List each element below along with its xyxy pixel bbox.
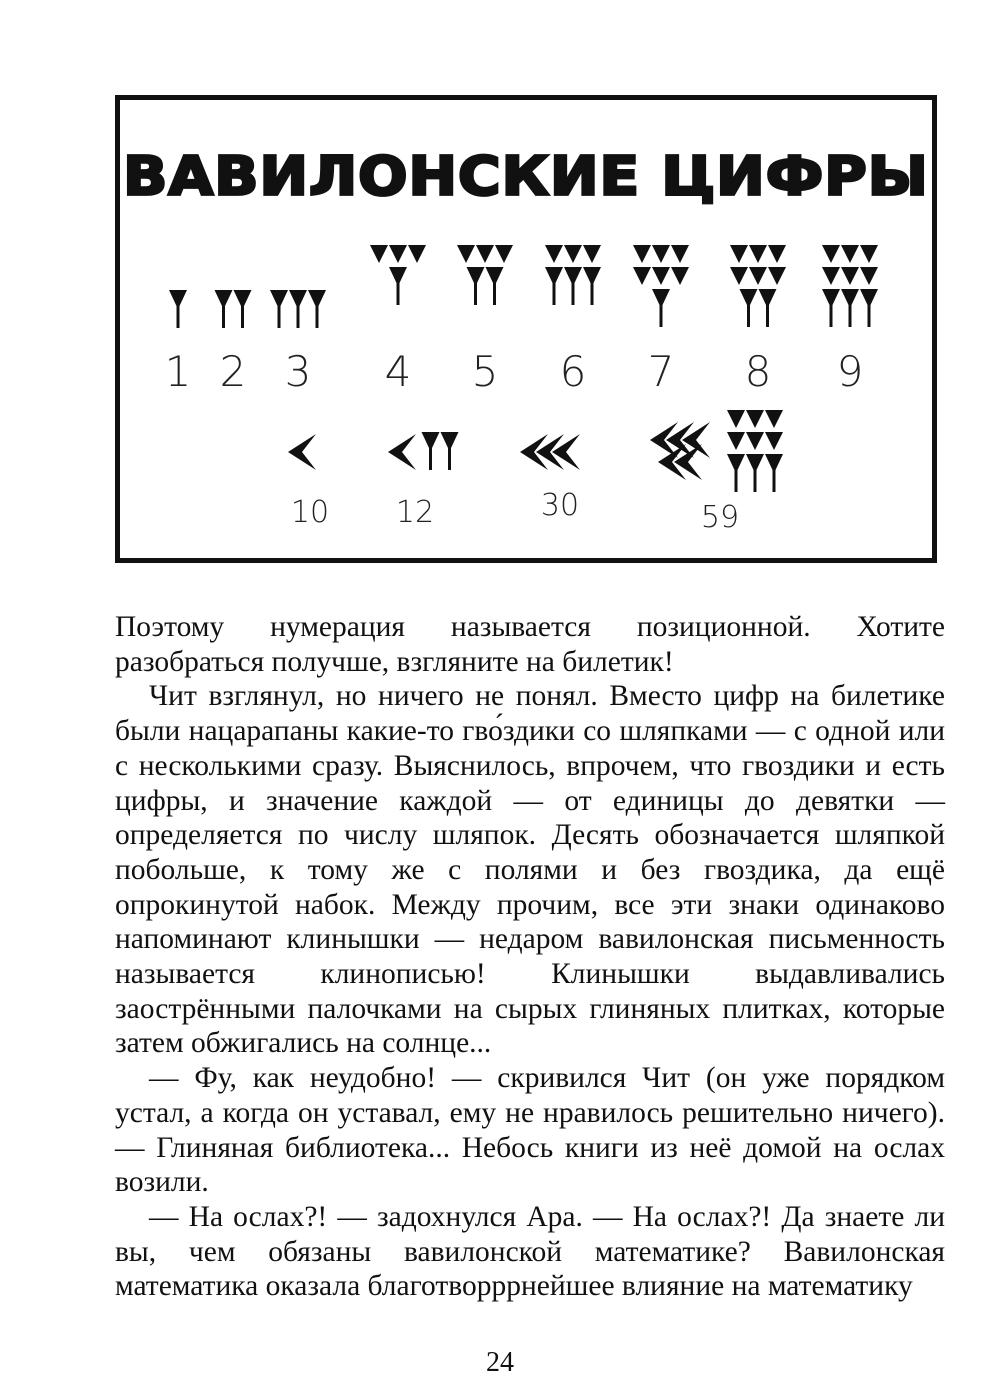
label-1: 1 [164, 347, 192, 396]
babylonian-numerals-figure [115, 95, 937, 563]
wedge-unit [746, 432, 764, 450]
body-text [115, 610, 945, 1304]
wedge-unit [583, 267, 601, 305]
wedge-unit [860, 245, 878, 263]
wedge-unit [234, 290, 252, 328]
numeral-4 [370, 245, 426, 305]
wedge-unit [486, 267, 504, 305]
wedge-unit [822, 289, 840, 327]
wedge-unit [841, 245, 859, 263]
numeral-10 [288, 434, 316, 470]
label-3: 3 [284, 347, 312, 396]
paragraph-2: Чит взглянул, но ничего не понял. Вместо цифр на билетике были нацарапаны какие-то гво́здики со шляпками — с одной или с несколькими сразу. Выяснилось, впрочем, что гвоздики и есть цифры, и значение каждой — от единицы до девятки — определяется по числу шляпок. Десять обозначается шляпкой побольше, к тому же с полями и без гвоздика, да ещё опрокинутой набок. Между прочим, все эти знаки одинаково напоминают клинышки — недаром вавилонская письменность называется клинописью! Клинышки выдавливались заострёнными палочками на сырых глиняных плитках, которые затем обжигались на солнце... [115, 680, 945, 1060]
wedge-unit [765, 432, 783, 450]
wedge-unit [746, 454, 764, 492]
wedge-unit [441, 432, 459, 470]
wedge-unit [730, 245, 748, 263]
label-4: 4 [384, 347, 412, 396]
wedge-unit [768, 245, 786, 263]
wedge-unit [476, 245, 494, 263]
label-59: 59 [700, 500, 740, 535]
wedge-unit [841, 289, 859, 327]
label-30: 30 [540, 488, 580, 523]
wedge-unit [768, 267, 786, 285]
wedge-unit [422, 432, 440, 470]
wedge-unit [564, 245, 582, 263]
numeral-30 [520, 434, 580, 470]
wedge-unit [860, 267, 878, 285]
wedge-unit [765, 410, 783, 428]
label-7: 7 [647, 347, 675, 396]
wedge-unit [564, 267, 582, 305]
wedge-unit [822, 267, 840, 285]
cuneiform-svg [120, 100, 932, 558]
label-10: 10 [290, 495, 330, 530]
wedge-unit [822, 245, 840, 263]
numeral-1 [169, 290, 187, 328]
wedge-unit [841, 267, 859, 285]
paragraph-3: — Фу, как неудобно! — скривился Чит (он уже порядком устал, а когда он уставал, ему не нравилось решительно ничего). — Глиняная библиотека... Небось книги из неё домой на ослах возили. [115, 1062, 945, 1199]
label-12: 12 [395, 495, 435, 530]
wedge-unit [389, 245, 407, 263]
wedge-unit [370, 245, 388, 263]
numeral-6 [545, 245, 601, 305]
wedge-unit [545, 267, 563, 305]
wedge-unit [727, 432, 745, 450]
label-5: 5 [471, 347, 499, 396]
numeral-5 [457, 245, 513, 305]
label-6: 6 [559, 347, 587, 396]
numeral-8 [730, 245, 786, 327]
wedge-unit [740, 289, 758, 327]
wedge-unit [671, 245, 689, 263]
wedge-unit [308, 290, 326, 328]
figure-title: ВАВИЛОНСКИЕ ЦИФРЫ [123, 144, 929, 208]
wedge-unit [652, 245, 670, 263]
label-2: 2 [219, 347, 247, 396]
wedge-unit [457, 245, 475, 263]
wedge-unit [759, 289, 777, 327]
wedge-unit [749, 245, 767, 263]
wedge-unit [389, 267, 407, 305]
wedge-unit [730, 267, 748, 285]
wedge-unit [652, 289, 670, 327]
wedge-unit [746, 410, 764, 428]
wedge-unit [467, 267, 485, 305]
numeral-7 [633, 245, 689, 327]
wedge-unit [727, 454, 745, 492]
wedge-unit [270, 290, 288, 328]
wedge-unit [169, 290, 187, 328]
numeral-12 [388, 432, 459, 470]
wedge-unit [215, 290, 233, 328]
wedge-unit [583, 245, 601, 263]
wedge-ten [388, 434, 416, 470]
page-number: 24 [486, 1347, 514, 1378]
paragraph-4: — На ослах?! — задохнулся Ара. — На ослах?! Да знаете ли вы, чем обязаны вавилонской математике? Вавилонская математика оказала благотворррнейшее влияние на математику [115, 1200, 945, 1303]
wedge-unit [652, 267, 670, 285]
paragraph-1: Поэтому нумерация называется позиционной. Хотите разобраться получше, взгляните на билетик! [115, 611, 945, 678]
wedge-unit [727, 410, 745, 428]
wedge-unit [765, 454, 783, 492]
wedge-unit [408, 245, 426, 263]
wedge-unit [289, 290, 307, 328]
wedge-unit [495, 245, 513, 263]
numeral-3 [270, 290, 326, 328]
numeral-2 [215, 290, 252, 328]
label-9: 9 [836, 347, 864, 396]
label-8: 8 [744, 347, 772, 396]
wedge-unit [633, 245, 651, 263]
wedge-unit [749, 267, 767, 285]
numeral-9 [822, 245, 878, 327]
wedge-unit [545, 245, 563, 263]
numeral-59 [650, 410, 783, 492]
wedge-ten [288, 434, 316, 470]
wedge-unit [860, 289, 878, 327]
wedge-unit [633, 267, 651, 285]
wedge-unit [671, 267, 689, 285]
